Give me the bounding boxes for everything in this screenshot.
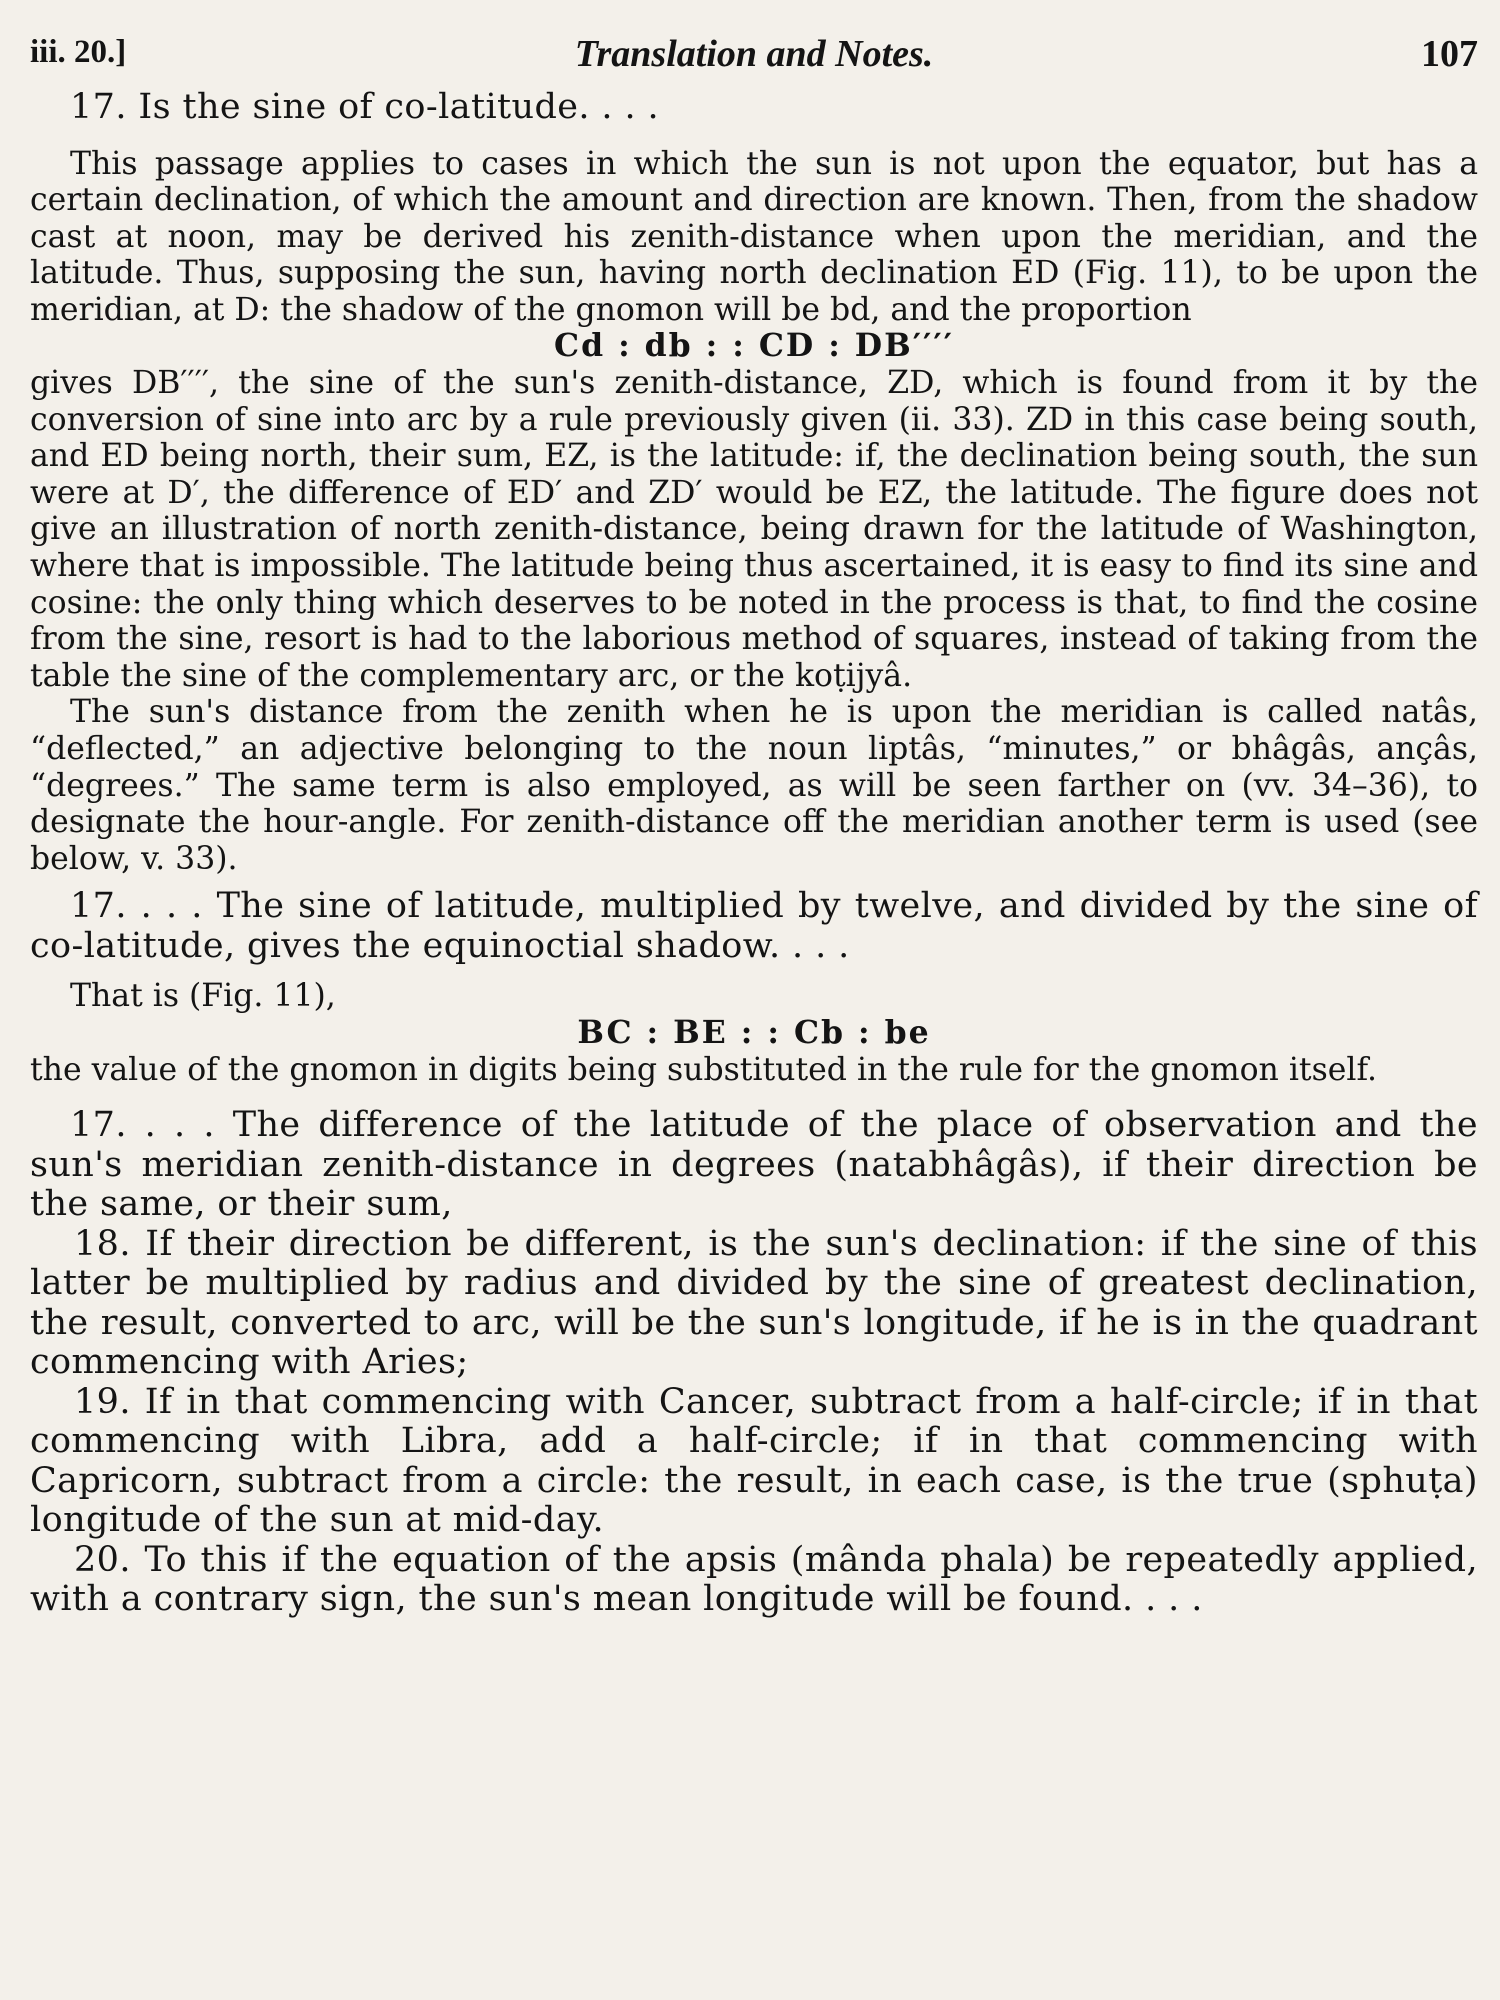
verse-20: 20. To this if the equation of the apsis (mânda phala) be repeatedly applied, with a contrary sign, the sun's mean longitude will be found. . . . xyxy=(30,1539,1478,1620)
verse-17-heading: 17. Is the sine of co-latitude. . . . xyxy=(70,87,660,127)
verse-17-difference: 17. . . . The difference of the latitude of the place of observation and the sun's meridian zenith-distance in degrees (natabhâgâs), if their direction be the same, or their sum, xyxy=(30,1105,1478,1225)
verse-18: 18. If their direction be different, is the sun's declination: if the sine of this latter be multiplied by radius and divided by the sine of greatest declination, the result, converted to arc, will be the sun's longitude, if he is in the quadrant commencing with Aries; xyxy=(30,1223,1478,1383)
running-title: Translation and Notes. xyxy=(574,33,934,75)
proportion-formula-2: BC : BE : : Cb : be xyxy=(577,1013,931,1051)
book-page xyxy=(30,22,1478,1982)
page-number: 107 xyxy=(1421,33,1478,75)
commentary-paragraph-2: gives DB′′′′, the sine of the sun's zenith-distance, ZD, which is found from it by the conversion of sine into arc by a rule previously given (ii. 33). ZD in this case being south, and ED being north, their sum, EZ, is the latitude: if, the declination being south, the sun were at D′, the difference of ED′ and ZD′ would be EZ, the latitude. The figure does not give an illustration of north zenith-distance, being drawn for the latitude of Washington, where that is impossible. The latitude being thus ascertained, it is easy to find its sine and cosine: the only thing which deserves to be noted in the process is that, to find the cosine from the sine, resort is had to the laborious method of squares, instead of taking from the table the sine of the complementary arc, or the koṭijyâ. xyxy=(30,365,1478,694)
commentary-paragraph-1: This passage applies to cases in which the sun is not upon the equator, but has a certain declination, of which the amount and direction are known. Then, from the shadow cast at noon, may be derived his zenith-distance when upon the meridian, and the latitude. Thus, supposing the sun, having north declination ED (Fig. 11), to be upon the meridian, at D: the shadow of the gnomon will be bd, and the proportion xyxy=(30,145,1478,328)
commentary-that-is: That is (Fig. 11), xyxy=(70,978,336,1015)
verse-19: 19. If in that commencing with Cancer, subtract from a half-circle; if in that commencing with Libra, add a half-circle; if in that commencing with Capricorn, subtract from a circle: the result, in each case, is the true (sphuṭa) longitude of the sun at mid-day. xyxy=(30,1381,1478,1541)
commentary-gnomon-note: the value of the gnomon in digits being substituted in the rule for the gnomon itself. xyxy=(30,1051,1378,1088)
commentary-paragraph-3: The sun's distance from the zenith when he is upon the meridian is called natâs, “deflected,” an adjective belonging to the noun liptâs, “minutes,” or bhâgâs, ançâs, “degrees.” The same term is also employed, as will be seen farther on (vv. 34–36), to designate the hour-angle. For zenith-distance off the meridian another term is used (see below, v. 33). xyxy=(30,694,1478,877)
section-reference: iii. 20.] xyxy=(30,34,127,70)
running-header xyxy=(30,22,1478,84)
verse-17-shadow: 17. . . . The sine of latitude, multiplied by twelve, and divided by the sine of co-latitude, gives the equinoctial shadow. . . . xyxy=(30,886,1478,966)
proportion-formula-1: Cd : db : : CD : DB′′′′ xyxy=(554,327,954,365)
